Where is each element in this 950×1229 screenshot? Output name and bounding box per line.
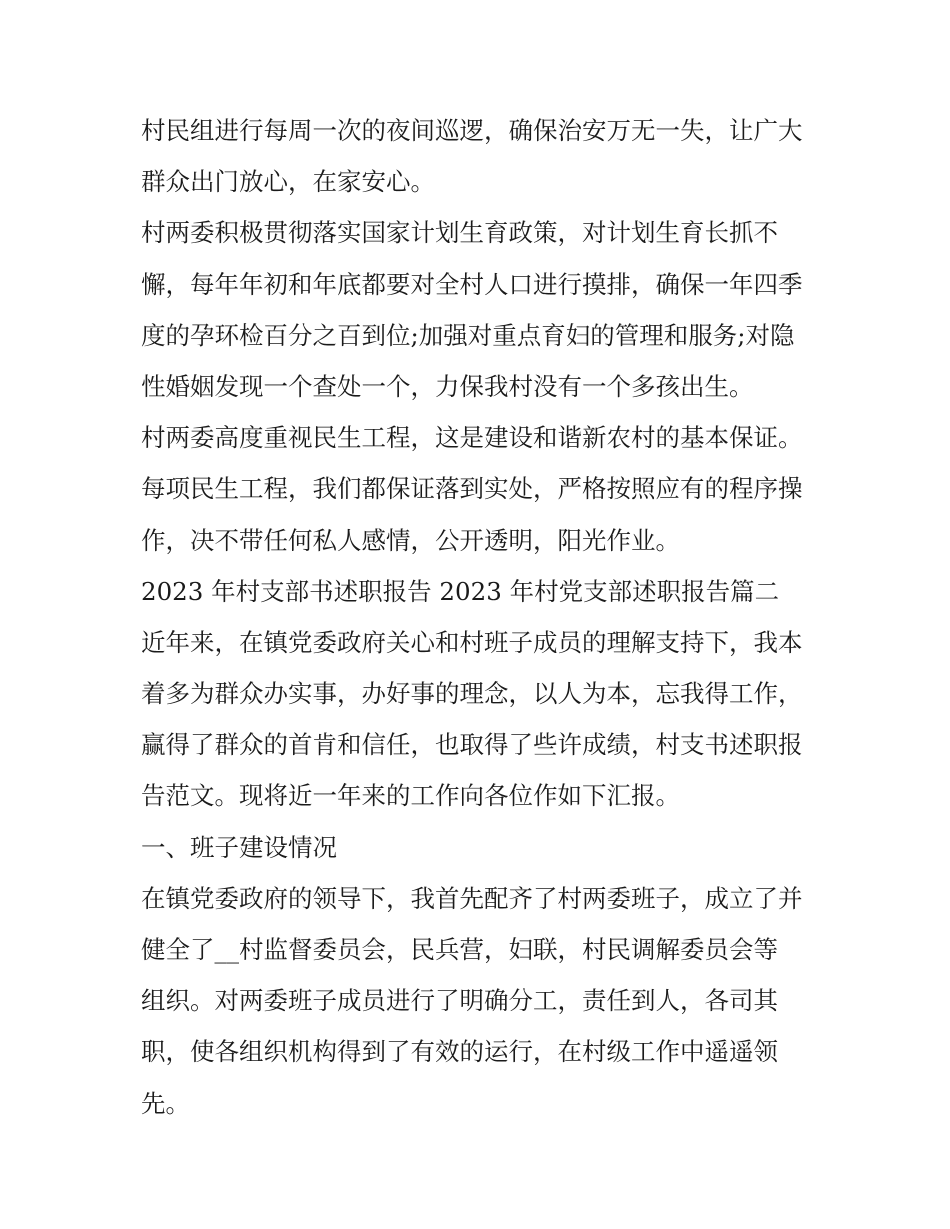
- text-line: 性婚姻发现一个查处一个，力保我村没有一个多孩出生。: [141, 371, 754, 401]
- text-line: 健全了__村监督委员会，民兵营，妇联，村民调解委员会等: [141, 935, 778, 964]
- text-line: 近年来，在镇党委政府关心和村班子成员的理解支持下，我本: [141, 627, 803, 657]
- text-line: 每项民生工程，我们都保证落到实处，严格按照应有的程序操: [141, 474, 803, 504]
- subsection-heading: 一、班子建设情况: [141, 832, 337, 862]
- text-line: 群众出门放心，在家安心。: [141, 167, 435, 197]
- text-line: 在镇党委政府的领导下，我首先配齐了村两委班子，成立了并: [141, 883, 803, 913]
- document-body: [141, 105, 821, 1129]
- text-line: 赢得了群众的首肯和信任，也取得了些许成绩，村支书述职报: [141, 730, 803, 760]
- text-line: 职，使各组织机构得到了有效的运行，在村级工作中遥遥领: [141, 1037, 778, 1067]
- text-line: 懈，每年年初和年底都要对全村人口进行摸排，确保一年四季: [141, 269, 803, 299]
- text-line: 村两委高度重视民生工程，这是建设和谐新农村的基本保证。: [141, 423, 803, 453]
- text-line: 村民组进行每周一次的夜间巡逻，确保治安万无一失，让广大: [141, 116, 803, 145]
- text-line: 作，决不带任何私人感情，公开透明，阳光作业。: [141, 525, 680, 555]
- text-line: 度的孕环检百分之百到位;加强对重点育妇的管理和服务;对隐: [141, 320, 795, 350]
- section-heading: 2023 年村支部书述职报告 2023 年村党支部述职报告篇二: [141, 576, 780, 606]
- text-line: 告范文。现将近一年来的工作向各位作如下汇报。: [141, 781, 680, 811]
- text-line: 组织。对两委班子成员进行了明确分工，责任到人，各司其: [141, 986, 778, 1016]
- text-line: 村两委积极贯彻落实国家计划生育政策，对计划生育长抓不: [141, 218, 778, 248]
- text-line: 先。: [141, 1088, 190, 1118]
- text-line: 着多为群众办实事，办好事的理念，以人为本，忘我得工作，: [141, 679, 803, 709]
